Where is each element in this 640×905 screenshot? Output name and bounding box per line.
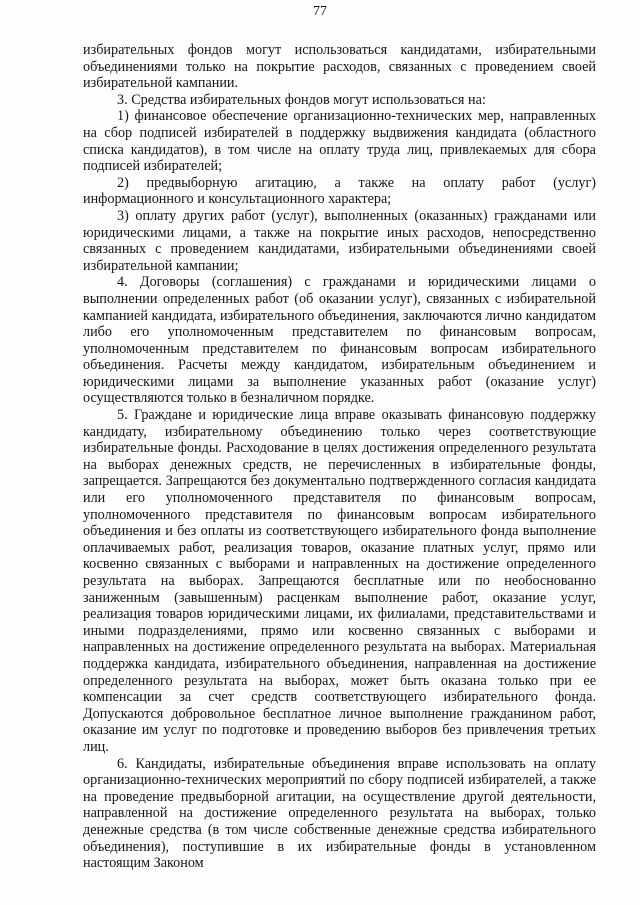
paragraph-clause-3-item-1: 1) финансовое обеспечение организационно-технических мер, направленных на сбор подписей избирателей в поддержку выдвижения кандидата (областного списка кандидатов), в том числе на оплату труда лиц, привлекаемых для сбора подписей избирателей;	[83, 108, 596, 175]
paragraph-clause-4: 4. Договоры (соглашения) с гражданами и юридическими лицами о выполнении определенных работ (об оказании услуг), связанных с избирательной кампанией кандидата, избирательного объединения, заключаются лично кандидатом либо его уполномоченным представителем по финансовым вопросам, уполномоченным представителем по финансовым вопросам избирательного объединения. Расчеты между кандидатом, избирательным объединением и юридическими лицами за выполнение указанных работ (оказание услуг) осуществляются только в безналичном порядке.	[83, 274, 596, 407]
paragraph-clause-3-item-3: 3) оплату других работ (услуг), выполненных (оказанных) гражданами или юридическими лицами, а также на покрытие иных расходов, непосредственно связанных с проведением кандидатами, избирательными объединениями своей избирательной кампании;	[83, 207, 596, 274]
paragraph-clause-3: 3. Средства избирательных фондов могут использоваться на:	[117, 91, 486, 108]
document-body	[83, 42, 596, 872]
paragraph-clause-6: 6. Кандидаты, избирательные объединения вправе использовать на оплату организационно-технических мероприятий по сбору подписей избирателей, а также на проведение предвыборной агитации, на осуществление другой деятельности, направленной на достижение определенного результата на выборах, только денежные средства (в том числе собственные денежные средства избирательного объединения), поступившие в их избирательные фонды в установленном настоящим Законом	[83, 755, 596, 872]
paragraph-clause-5: 5. Граждане и юридические лица вправе оказывать финансовую поддержку кандидату, избирательному объединению только через соответствующие избирательные фонды. Расходование в целях достижения определенного результата на выборах денежных средств, не перечисленных в избирательные фонды, запрещается. Запрещаются без документально подтвержденного согласия кандидата или его уполномоченного представителя по финансовым вопросам, уполномоченного представителя по финансовым вопросам избирательного объединения и без оплаты из соответствующего избирательного фонда выполнение оплачиваемых работ, реализация товаров, оказание платных услуг, прямо или косвенно связанных с выборами и направленных на достижение определенного результата на выборах. Запрещаются бесплатные или по необоснованно заниженным (завышенным) расценкам выполнение работ, оказание услуг, реализация товаров юридическими лицами, их филиалами, представительствами и иными подразделениями, прямо или косвенно связанных с выборами и направленных на достижение определенного результата на выборах. Материальная поддержка кандидата, избирательного объединения, направленная на достижение определенного результата на выборах, может быть оказана только при ее компенсации за счет средств соответствующего избирательного фонда. Допускаются добровольное бесплатное личное выполнение гражданином работ, оказание им услуг по подготовке и проведению выборов без привлечения третьих лиц.	[83, 407, 596, 755]
paragraph-continuation: избирательных фондов могут использоваться кандидатами, избирательными объединениями только на покрытие расходов, связанных с проведением своей избирательной кампании.	[83, 42, 596, 92]
paragraph-clause-3-item-2: 2) предвыборную агитацию, а также на оплату работ (услуг) информационного и консультационного характера;	[83, 174, 596, 208]
page-number: 77	[313, 4, 327, 19]
